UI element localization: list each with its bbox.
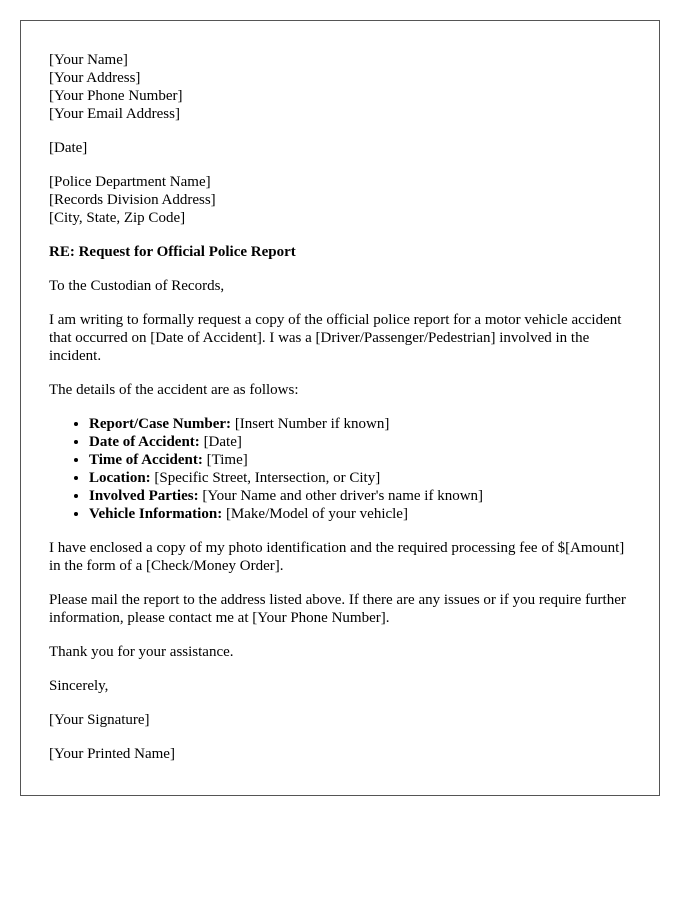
list-item-time: [89, 451, 631, 469]
thanks-paragraph: Thank you for your assistance.: [49, 644, 234, 660]
intro-paragraph: I am writing to formally request a copy of the official police report for a motor vehicle accident that occurred on [Date of Accident]. I was a [Driver/Passenger/Pedestrian] involved in the incident.: [49, 312, 622, 364]
detail-value: [Time]: [202, 452, 248, 468]
recipient-block: [49, 173, 631, 227]
detail-value: [Your Name and other driver's name if known]: [198, 488, 484, 504]
recipient-city-state-zip: [City, State, Zip Code]: [49, 210, 186, 226]
detail-label: Involved Parties:: [89, 488, 199, 504]
mailing-paragraph: Please mail the report to the address listed above. If there are any issues or if you require further information, please contact me at [Your Phone Number].: [49, 592, 626, 626]
list-item-report-number: [89, 415, 631, 433]
detail-label: Time of Accident:: [89, 452, 203, 468]
list-item-vehicle-information: [89, 505, 631, 523]
letter-date: [Date]: [49, 140, 88, 156]
subject-line: RE: Request for Official Police Report: [49, 244, 296, 260]
list-item-location: [89, 469, 631, 487]
sender-email: [Your Email Address]: [49, 106, 180, 122]
printed-name: [Your Printed Name]: [49, 746, 175, 762]
detail-label: Date of Accident:: [89, 434, 200, 450]
sender-name: [Your Name]: [49, 52, 128, 68]
sender-phone: [Your Phone Number]: [49, 88, 183, 104]
recipient-address: [Records Division Address]: [49, 192, 216, 208]
detail-label: Vehicle Information:: [89, 506, 223, 522]
signature-placeholder: [Your Signature]: [49, 712, 150, 728]
list-item-involved-parties: [89, 487, 631, 505]
date-block: [49, 139, 631, 157]
letter-page: [20, 20, 660, 796]
list-item-date: [89, 433, 631, 451]
closing: Sincerely,: [49, 678, 109, 694]
enclosure-paragraph: I have enclosed a copy of my photo identification and the required processing fee of $[Amount] in the form of a [Check/Money Order].: [49, 540, 625, 574]
salutation: To the Custodian of Records,: [49, 278, 225, 294]
detail-value: [Insert Number if known]: [231, 416, 390, 432]
accident-details-list: [49, 415, 631, 523]
detail-label: Report/Case Number:: [89, 416, 232, 432]
detail-value: [Date]: [199, 434, 242, 450]
details-intro: The details of the accident are as follows:: [49, 382, 299, 398]
sender-address: [Your Address]: [49, 70, 141, 86]
sender-block: [49, 51, 631, 123]
recipient-department: [Police Department Name]: [49, 174, 211, 190]
detail-value: [Specific Street, Intersection, or City]: [150, 470, 381, 486]
detail-value: [Make/Model of your vehicle]: [222, 506, 408, 522]
detail-label: Location:: [89, 470, 151, 486]
